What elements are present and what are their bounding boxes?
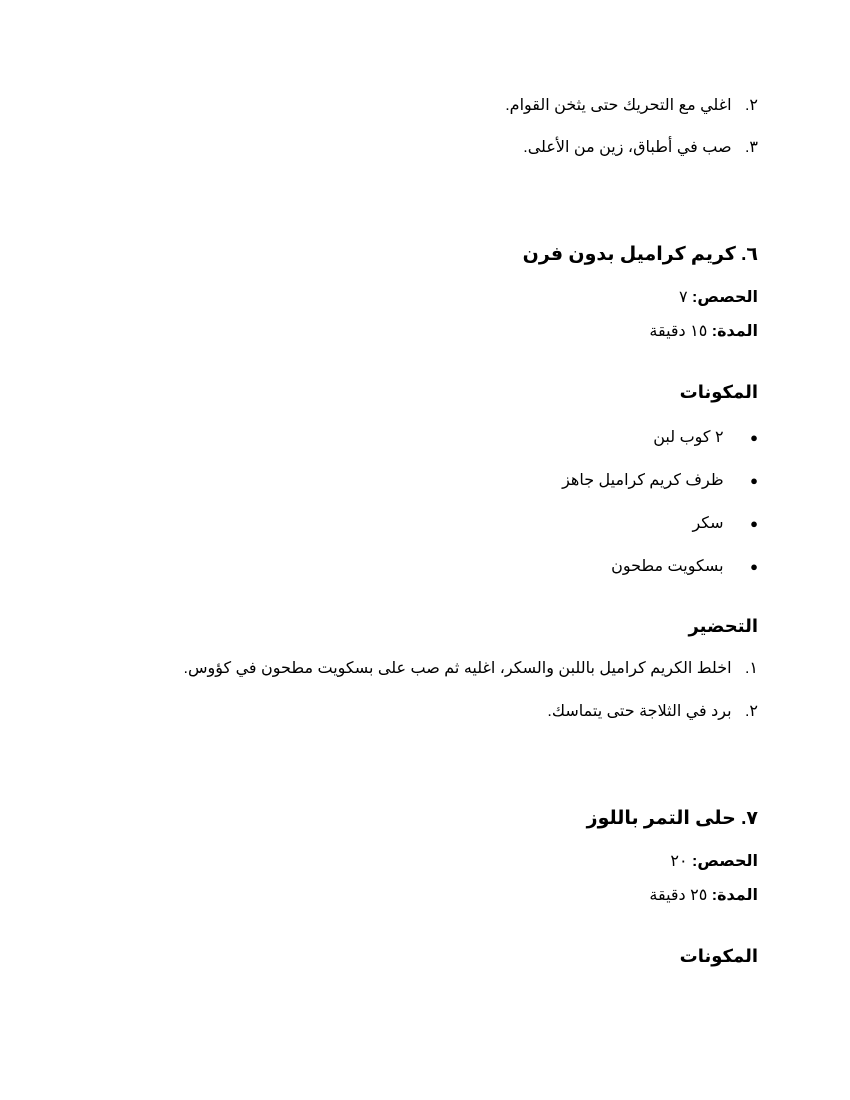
step-text: صب في أطباق، زين من الأعلى. [523, 139, 732, 156]
list-item [562, 471, 758, 491]
step-text: برد في الثلاجة حتى يتماسك. [547, 703, 732, 720]
duration-label: المدة: [711, 323, 758, 340]
step-text: اخلط الكريم كراميل باللبن والسكر، اغليه ثم صب على بسكويت مطحون في كؤوس. [183, 660, 732, 677]
step-number: ٣. [744, 139, 758, 156]
servings-label: الحصص: [692, 289, 758, 306]
servings-label: الحصص: [692, 853, 758, 870]
recipe-title: ٧. حلى التمر باللوز [586, 808, 758, 829]
preparation-heading: التحضير [688, 616, 758, 636]
ingredients-heading: المكونات [679, 382, 758, 402]
servings-value: ٧ [679, 289, 688, 306]
bullet-icon: ● [750, 516, 758, 531]
list-item [653, 428, 758, 448]
ingredients-heading: المكونات [679, 946, 758, 966]
list-item [611, 557, 758, 577]
duration-label: المدة: [711, 887, 758, 904]
prev-step-3 [523, 138, 758, 158]
ingredient-text: ٢ كوب لبن [653, 429, 724, 446]
preparation-step-2 [547, 702, 758, 722]
duration-value: ١٥ دقيقة [649, 323, 708, 340]
recipe-title: ٦. كريم كراميل بدون فرن [522, 244, 758, 265]
servings-line [670, 852, 758, 872]
servings-value: ٢٠ [670, 853, 688, 870]
preparation-step-1 [184, 659, 758, 679]
list-item [692, 514, 758, 534]
bullet-icon: ● [750, 473, 758, 488]
duration-line [649, 322, 758, 342]
servings-line [679, 288, 758, 308]
ingredient-text: بسكويت مطحون [611, 558, 724, 575]
ingredient-text: ظرف كريم كراميل جاهز [562, 472, 724, 489]
bullet-icon: ● [750, 430, 758, 445]
bullet-icon: ● [750, 559, 758, 574]
step-text: اغلي مع التحريك حتى يثخن القوام. [505, 97, 732, 114]
duration-line [649, 886, 758, 906]
ingredient-text: سكر [692, 515, 724, 532]
step-number: ٢. [744, 97, 758, 114]
step-number: ١. [744, 660, 758, 677]
prev-step-2 [505, 96, 758, 116]
duration-value: ٢٥ دقيقة [649, 887, 708, 904]
step-number: ٢. [744, 703, 758, 720]
